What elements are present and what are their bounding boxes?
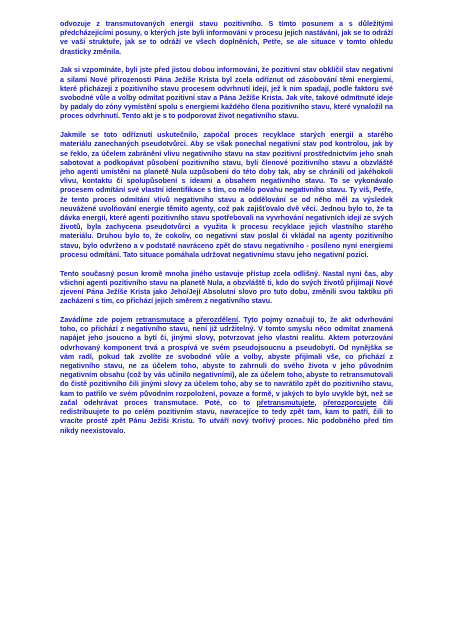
paragraph-text: Tento současný posun kromě mnoha jiného ustavuje přístup zcela odlišný. Nastal nyní čas, aby všichni agenti pozitivního stavu na planetě Nula, a obzvláště ti, kdo do svých životů přijímají Nové zjevení Pána Ježíše Krista jako Jeho/Její Absolutní slovo pro tuto dobu, změnili svou taktiku při zacházení s tím, co přichází jejich směrem z negativního stavu. xyxy=(60,269,393,306)
paragraph xyxy=(60,316,393,436)
underlined-term: přetransmutujete xyxy=(256,398,315,407)
paragraph-text: čili redistribuujete to po celém pozitivním stavu, navracejíce to tedy zpět tam, kam to patří, čili to vracíte prostě zpět Pánu Ježíši Kristu. To utváří nový tvořivý proces. Nic podobného před tím nikdy neexistovalo. xyxy=(60,398,393,435)
paragraph-text: a xyxy=(184,316,196,325)
underlined-term: přerozporcujete xyxy=(323,398,377,407)
paragraph xyxy=(60,270,393,307)
paragraph-text: , xyxy=(314,398,323,407)
paragraph-text: odvozuje z transmutovaných energií stavu pozitivního. S tímto posunem a s důležitými předcházejícími posuny, o kterých jste byli informováni v procesu jejich nastávání, jak se to odráží ve vaší struktuře, jak se to odráží ve všech doplněních, Petře, se ale situace v tomto ohledu drasticky změnila. xyxy=(60,20,393,56)
paragraph-text: . Tyto pojmy označují to, že akt odvrhování toho, co přichází z negativního stavu, není již udržitelný. V tomto smyslu něco odmítat znamená napájet jeho jsoucno a bytí či, jinými slovy, potvrzovat jeho vlastní realitu. Aktem potvrzování odvrhovaný komponent trvá a prospívá ve svém pseudojsoucnu a pseudobytí. Od nynějška se vám radí, pokud tak zvolíte ze svobodné vůle a volby, abyste přijímali vše, co přichází z negativního stavu, ne za účelem toho, abyste to zahrnuli do svého života v jeho původním negativním obsahu (což by vás učinilo negativními), ale za účelem toho, abyste to retransmutovali do čistě pozitivního čili jinými slovy za účelem toho, aby se to navrátilo zpět do pozitivního stavu, kam to patřilo ve svém původním rozpoložení, povaze a formě, v jakých to bylo uvykle být, než se začal odehrávat proces transmutace. Poté, co to xyxy=(60,316,393,407)
paragraph xyxy=(60,66,393,121)
paragraph xyxy=(60,131,393,260)
paragraph-text: Jakmile se toto odříznutí uskutečnilo, započal proces recyklace starých energií a starého materiálu zanechaných pseudotvůrci. Aby se však ponechal negativní stav pod kontrolou, jak by se řeklo, za účelem zabránění vlivu negativního stavu na stav pozitivní prostřednictvím jeho snah sabotovat a podkopávat působení pozitivního stavu, byli členové pozitivního stavu a obzvláště jeho agenti umístěni na planetě Nula uzpůsobeni do této doby tak, aby se chránili od jakéhokoli vlivu, kontaktu či spolupůsobení s ideami a obsahem negativního stavu. To se vykonávalo procesem odmítání své vlastní identifikace s tím, co mělo povahu negativního stavu. Ty víš, Petře, že tento proces odmítání vlivů negativního stavu a oddělování se od něho měl za výsledek neuvážené uvolňování energie těmito agenty, což pak zajišťovalo dvě věci. Jednou bylo to, že ta dávka energií, které agenti pozitivního stavu spotřebovali na vyvrhování negativních idejí ze svých životů, byla zachycena pseudotvůrci a využita k procesu recyklace jejich vlastního starého materiálu. Druhou bylo to, že cokoliv, co negativní stav poslal či vkládal na agenty pozitivního stavu, bylo odvrženo a v podstatě navráceno zpět do stavu negativního - posíleno nyní energiemi procesu odmítání. Tato situace pomáhala udržovat negativnímu stavu jeho negativní pozici. xyxy=(60,131,393,259)
paragraph-text: Zavádíme zde pojem xyxy=(60,316,136,325)
paragraph xyxy=(60,20,393,57)
document-body xyxy=(60,20,393,436)
paragraph-text: Jak si vzpomínáte, byli jste před jistou dobou informováni, že pozitivní stav obklíčil stav negativní a silami Nové přirozenosti Pána Ježíše Krista byl zcela odříznut od zásobování těmi energiemi, které přicházejí z pozitivního stavu procesem odvrhnutí idejí, jež k nim spadají, podle faktoru své svobodné vůle a volby odmítat pozitivní stav a Pána Ježíše Krista. Jak víte, takové odmítnuté ideje by padaly do zóny vymístění spolu s energiemi každého člena pozitivního stavu, které vynaložil na proces odvrhnutí. Tento akt je s to podporovat život negativního stavu. xyxy=(60,66,393,121)
underlined-term: retransmutace xyxy=(135,316,185,325)
underlined-term: přerozdělení xyxy=(195,316,239,325)
